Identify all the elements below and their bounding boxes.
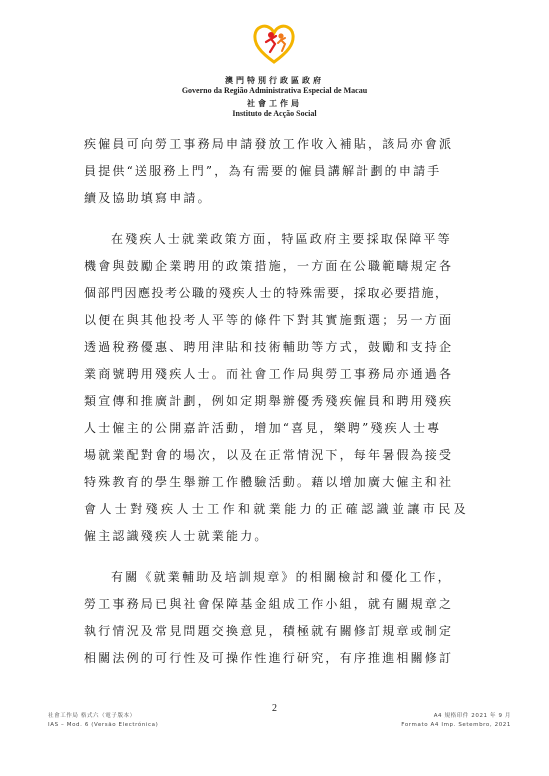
- text-line: 相關法例的可行性及可操作性進行研究，有序推進相關修訂: [84, 651, 454, 665]
- text-line: 員提供“送服務上門”，為有需要的僱員講解計劃的申請手: [84, 164, 442, 178]
- page-number: 2: [272, 703, 277, 714]
- footer-print-format-chinese: A4 規格印件 2021 年 9 月: [433, 713, 511, 719]
- text-line: 勞工事務局已與社會保障基金組成工作小組，就有關規章之: [84, 597, 454, 611]
- footer-right: [401, 712, 511, 730]
- text-line: 執行情況及常見問題交換意見，積極就有關修訂規章或制定: [84, 624, 454, 638]
- institute-name-portuguese: Instituto de Acção Social: [232, 109, 317, 118]
- government-name-portuguese: Governo da Região Administrativa Especial de Macau: [181, 86, 368, 95]
- text-line: 類宣傳和推廣計劃，例如定期舉辦優秀殘疾僱員和聘用殘疾: [84, 394, 454, 408]
- text-line: 會人士對殘疾人士工作和就業能力的正確認識並讓市民及: [84, 502, 470, 516]
- text-line: 場就業配對會的場次，以及在正常情況下，每年暑假為接受: [84, 448, 454, 462]
- text-line: 特殊教育的學生舉辦工作體驗活動。藉以增加廣大僱主和社: [84, 475, 454, 489]
- paragraph-start: 有關《就業輔助及培訓規章》的相關檢討和優化工作，: [111, 570, 452, 584]
- text-line: 疾僱員可向勞工事務局申請發放工作收入補貼，該局亦會派: [84, 137, 454, 151]
- paragraph-start: 在殘疾人士就業政策方面，特區政府主要採取保障平等: [111, 232, 452, 246]
- text-line: 業商號聘用殘疾人士。而社會工作局與勞工事務局亦通過各: [84, 367, 454, 381]
- footer-form-code-chinese: 社會工作局 格式六（電子版本）: [48, 713, 136, 719]
- footer-print-format-portuguese: Formato A4 Imp. Setembro, 2021: [401, 722, 511, 728]
- text-line: 個部門因應投考公職的殘疾人士的特殊需要，採取必要措施，: [84, 286, 449, 300]
- text-line: 續及協助填寫申請。: [84, 191, 212, 205]
- text-line: 以便在與其他投考人平等的條件下對其實施甄選；另一方面: [84, 313, 454, 327]
- footer-left: [48, 712, 158, 730]
- text-line: 人士僱主的公開嘉許活動，增加“喜見，樂聘”殘疾人士專: [84, 421, 442, 435]
- text-line: 透過稅務優惠、聘用津貼和技術輔助等方式，鼓勵和支持企: [84, 340, 454, 354]
- text-line: 機會與鼓勵企業聘用的政策措施，一方面在公職範疇規定各: [84, 259, 454, 273]
- footer-form-code-portuguese: IAS – Mod. 6 (Versão Electrónica): [48, 722, 159, 728]
- institute-name-chinese: 社會工作局: [247, 99, 302, 108]
- text-line: 僱主認識殘疾人士就業能力。: [84, 529, 269, 543]
- government-name-chinese: 澳門特別行政區政府: [225, 76, 324, 85]
